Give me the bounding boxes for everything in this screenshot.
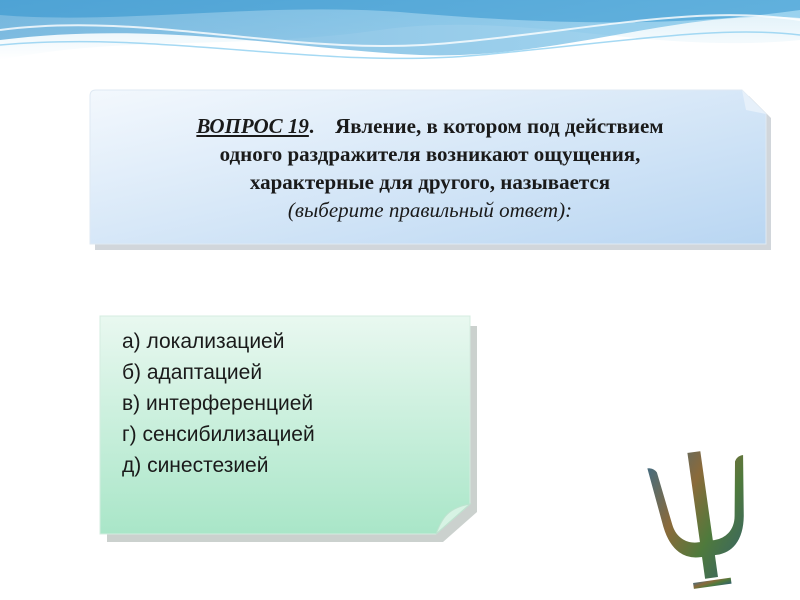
answer-option[interactable]: г) сенсибилизацией bbox=[122, 423, 315, 446]
question-hint: (выберите правильный ответ): bbox=[287, 198, 573, 222]
answer-option[interactable]: а) локализацией bbox=[122, 330, 285, 353]
question-line-1: Явление, в котором под действием bbox=[335, 114, 664, 138]
answer-option[interactable]: д) синестезией bbox=[122, 454, 269, 477]
question-text bbox=[104, 112, 756, 224]
answer-option[interactable]: в) интерференцией bbox=[122, 392, 314, 415]
answer-option[interactable]: б) адаптацией bbox=[122, 361, 263, 384]
question-line-3: характерные для другого, называется bbox=[249, 170, 611, 194]
question-label-suffix: . bbox=[308, 114, 315, 138]
psi-letter-icon bbox=[612, 420, 792, 600]
answer-list bbox=[122, 326, 315, 481]
question-card bbox=[86, 86, 774, 254]
question-label: ВОПРОС 19 bbox=[196, 114, 309, 138]
question-line-2: одного раздражителя возникают ощущения, bbox=[219, 142, 641, 166]
answers-card bbox=[96, 312, 482, 542]
